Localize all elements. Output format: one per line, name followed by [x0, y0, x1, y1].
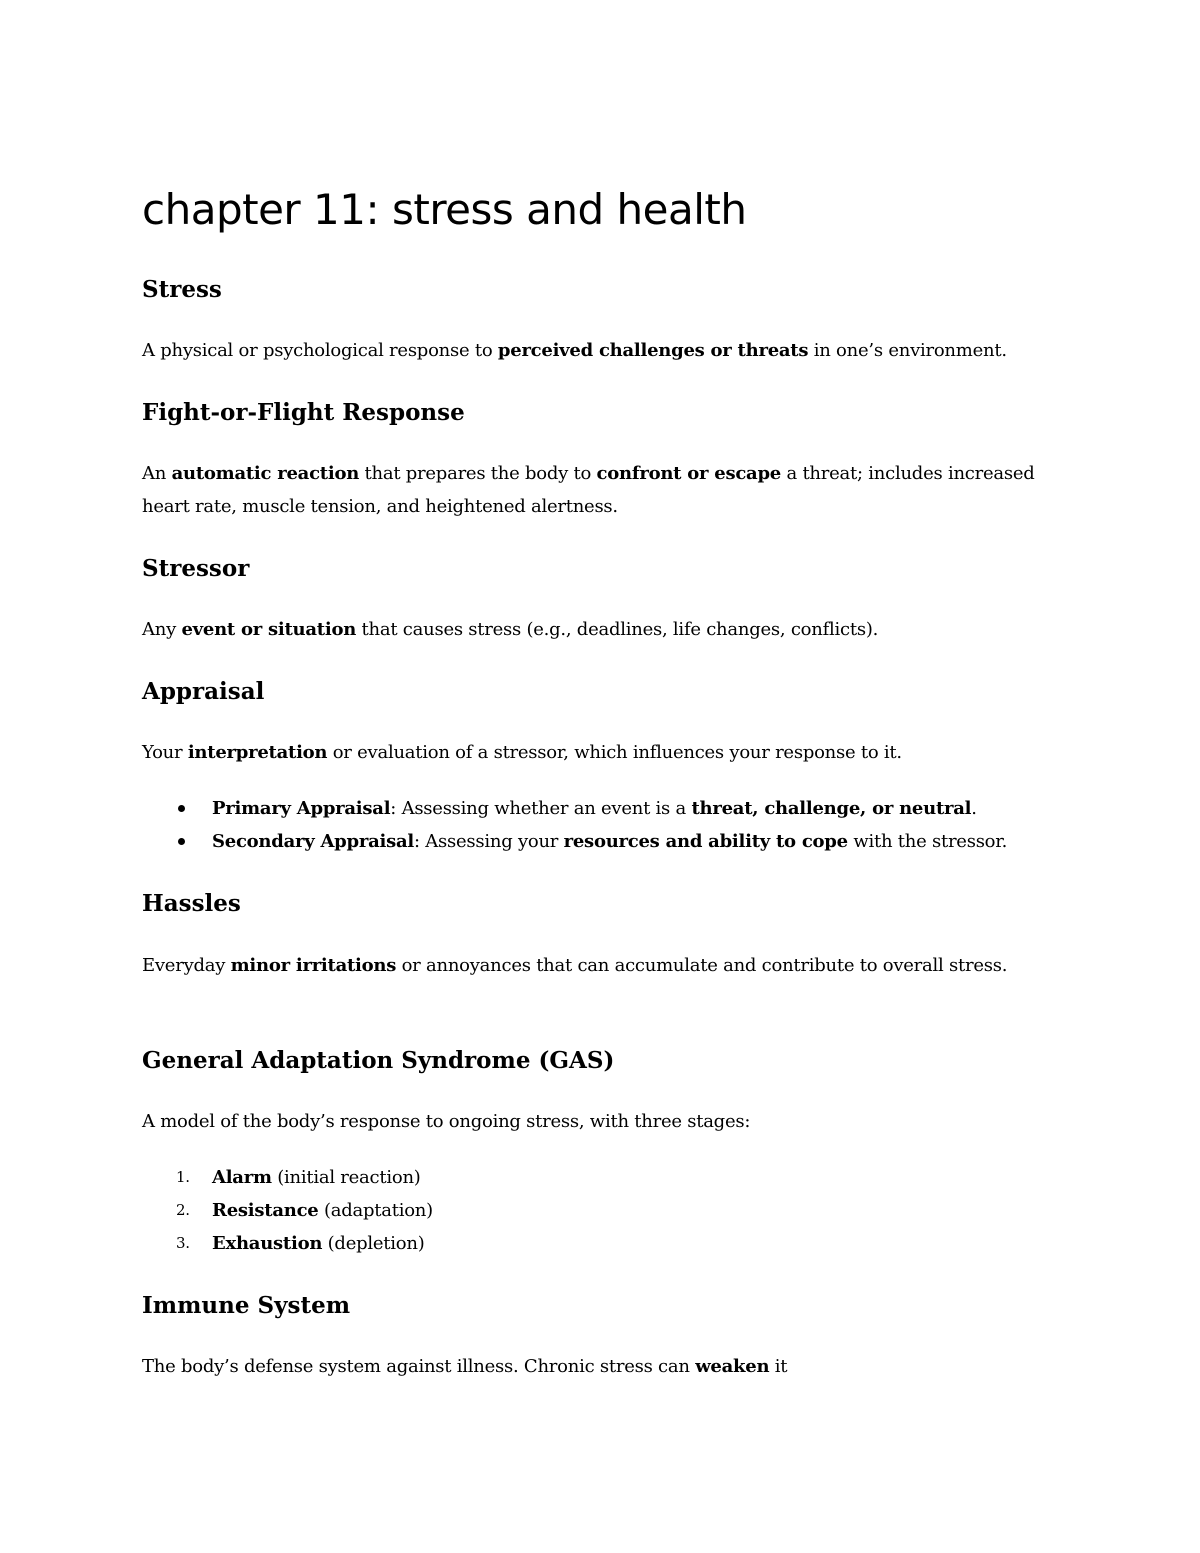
- text-span: Everyday: [142, 955, 231, 976]
- list-item-stage-2: [142, 1194, 1062, 1227]
- section-heading-fight-or-flight: Fight-or-Flight Response: [142, 399, 465, 426]
- list-number: 3.: [176, 1234, 190, 1252]
- bullet-icon: [178, 838, 185, 845]
- section-heading-hassles: Hassles: [142, 890, 241, 917]
- text-span: (depletion): [322, 1233, 425, 1254]
- page-title: chapter 11: stress and health: [142, 185, 747, 234]
- gas-stages-list: [142, 1161, 1062, 1260]
- bold-term: minor irritations: [230, 955, 397, 976]
- text-span: An: [142, 463, 172, 484]
- bullet-icon: [178, 805, 185, 812]
- section-heading-immune-system: Immune System: [142, 1292, 351, 1319]
- stress-definition: [142, 334, 1062, 367]
- list-item-primary-appraisal: [142, 792, 1062, 825]
- bold-term: Exhaustion: [212, 1233, 323, 1254]
- list-number: 2.: [176, 1201, 190, 1219]
- bold-term: perceived challenges or threats: [497, 340, 809, 361]
- appraisal-list: [142, 792, 1062, 858]
- bold-term: threat, challenge, or neutral: [691, 798, 972, 819]
- bold-term: Secondary Appraisal: [212, 831, 414, 852]
- text-span: The body’s defense system against illness. Chronic stress can: [142, 1356, 696, 1377]
- text-span: a threat; includes increased heart rate, muscle tension, and heightened alertness.: [142, 463, 1035, 517]
- bold-term: confront or escape: [596, 463, 782, 484]
- text-span: (adaptation): [318, 1200, 433, 1221]
- bold-term: resources and ability to cope: [563, 831, 848, 852]
- fight-or-flight-definition: [142, 457, 1062, 523]
- gas-definition: [142, 1105, 1062, 1138]
- text-span: : Assessing your: [413, 831, 564, 852]
- immune-system-definition: [142, 1350, 1062, 1383]
- bold-term: automatic reaction: [171, 463, 360, 484]
- bold-term: Resistance: [212, 1200, 319, 1221]
- list-number: 1.: [176, 1168, 190, 1186]
- bold-term: weaken: [695, 1356, 770, 1377]
- text-span: it: [769, 1356, 788, 1377]
- text-span: with the stressor.: [847, 831, 1008, 852]
- text-span: or annoyances that can accumulate and contribute to overall stress.: [396, 955, 1008, 976]
- bold-term: interpretation: [187, 742, 328, 763]
- appraisal-definition: [142, 736, 1062, 769]
- hassles-definition: [142, 949, 1062, 982]
- section-heading-gas: General Adaptation Syndrome (GAS): [142, 1047, 615, 1074]
- list-item-secondary-appraisal: [142, 825, 1062, 858]
- text-span: .: [971, 798, 977, 819]
- text-span: Any: [142, 619, 182, 640]
- list-item-stage-3: [142, 1227, 1062, 1260]
- text-span: A model of the body’s response to ongoing stress, with three stages:: [142, 1111, 751, 1132]
- text-span: A physical or psychological response to: [142, 340, 498, 361]
- text-span: in one’s environment.: [808, 340, 1007, 361]
- section-heading-appraisal: Appraisal: [142, 678, 265, 705]
- section-heading-stress: Stress: [142, 276, 222, 303]
- bold-term: Primary Appraisal: [212, 798, 391, 819]
- list-item-stage-1: [142, 1161, 1062, 1194]
- text-span: : Assessing whether an event is a: [390, 798, 692, 819]
- stressor-definition: [142, 613, 1062, 646]
- text-span: (initial reaction): [271, 1167, 421, 1188]
- text-span: or evaluation of a stressor, which influences your response to it.: [327, 742, 902, 763]
- bold-term: event or situation: [181, 619, 357, 640]
- bold-term: Alarm: [212, 1167, 272, 1188]
- text-span: that causes stress (e.g., deadlines, life changes, conflicts).: [356, 619, 879, 640]
- text-span: that prepares the body to: [359, 463, 597, 484]
- text-span: Your: [142, 742, 188, 763]
- section-heading-stressor: Stressor: [142, 555, 250, 582]
